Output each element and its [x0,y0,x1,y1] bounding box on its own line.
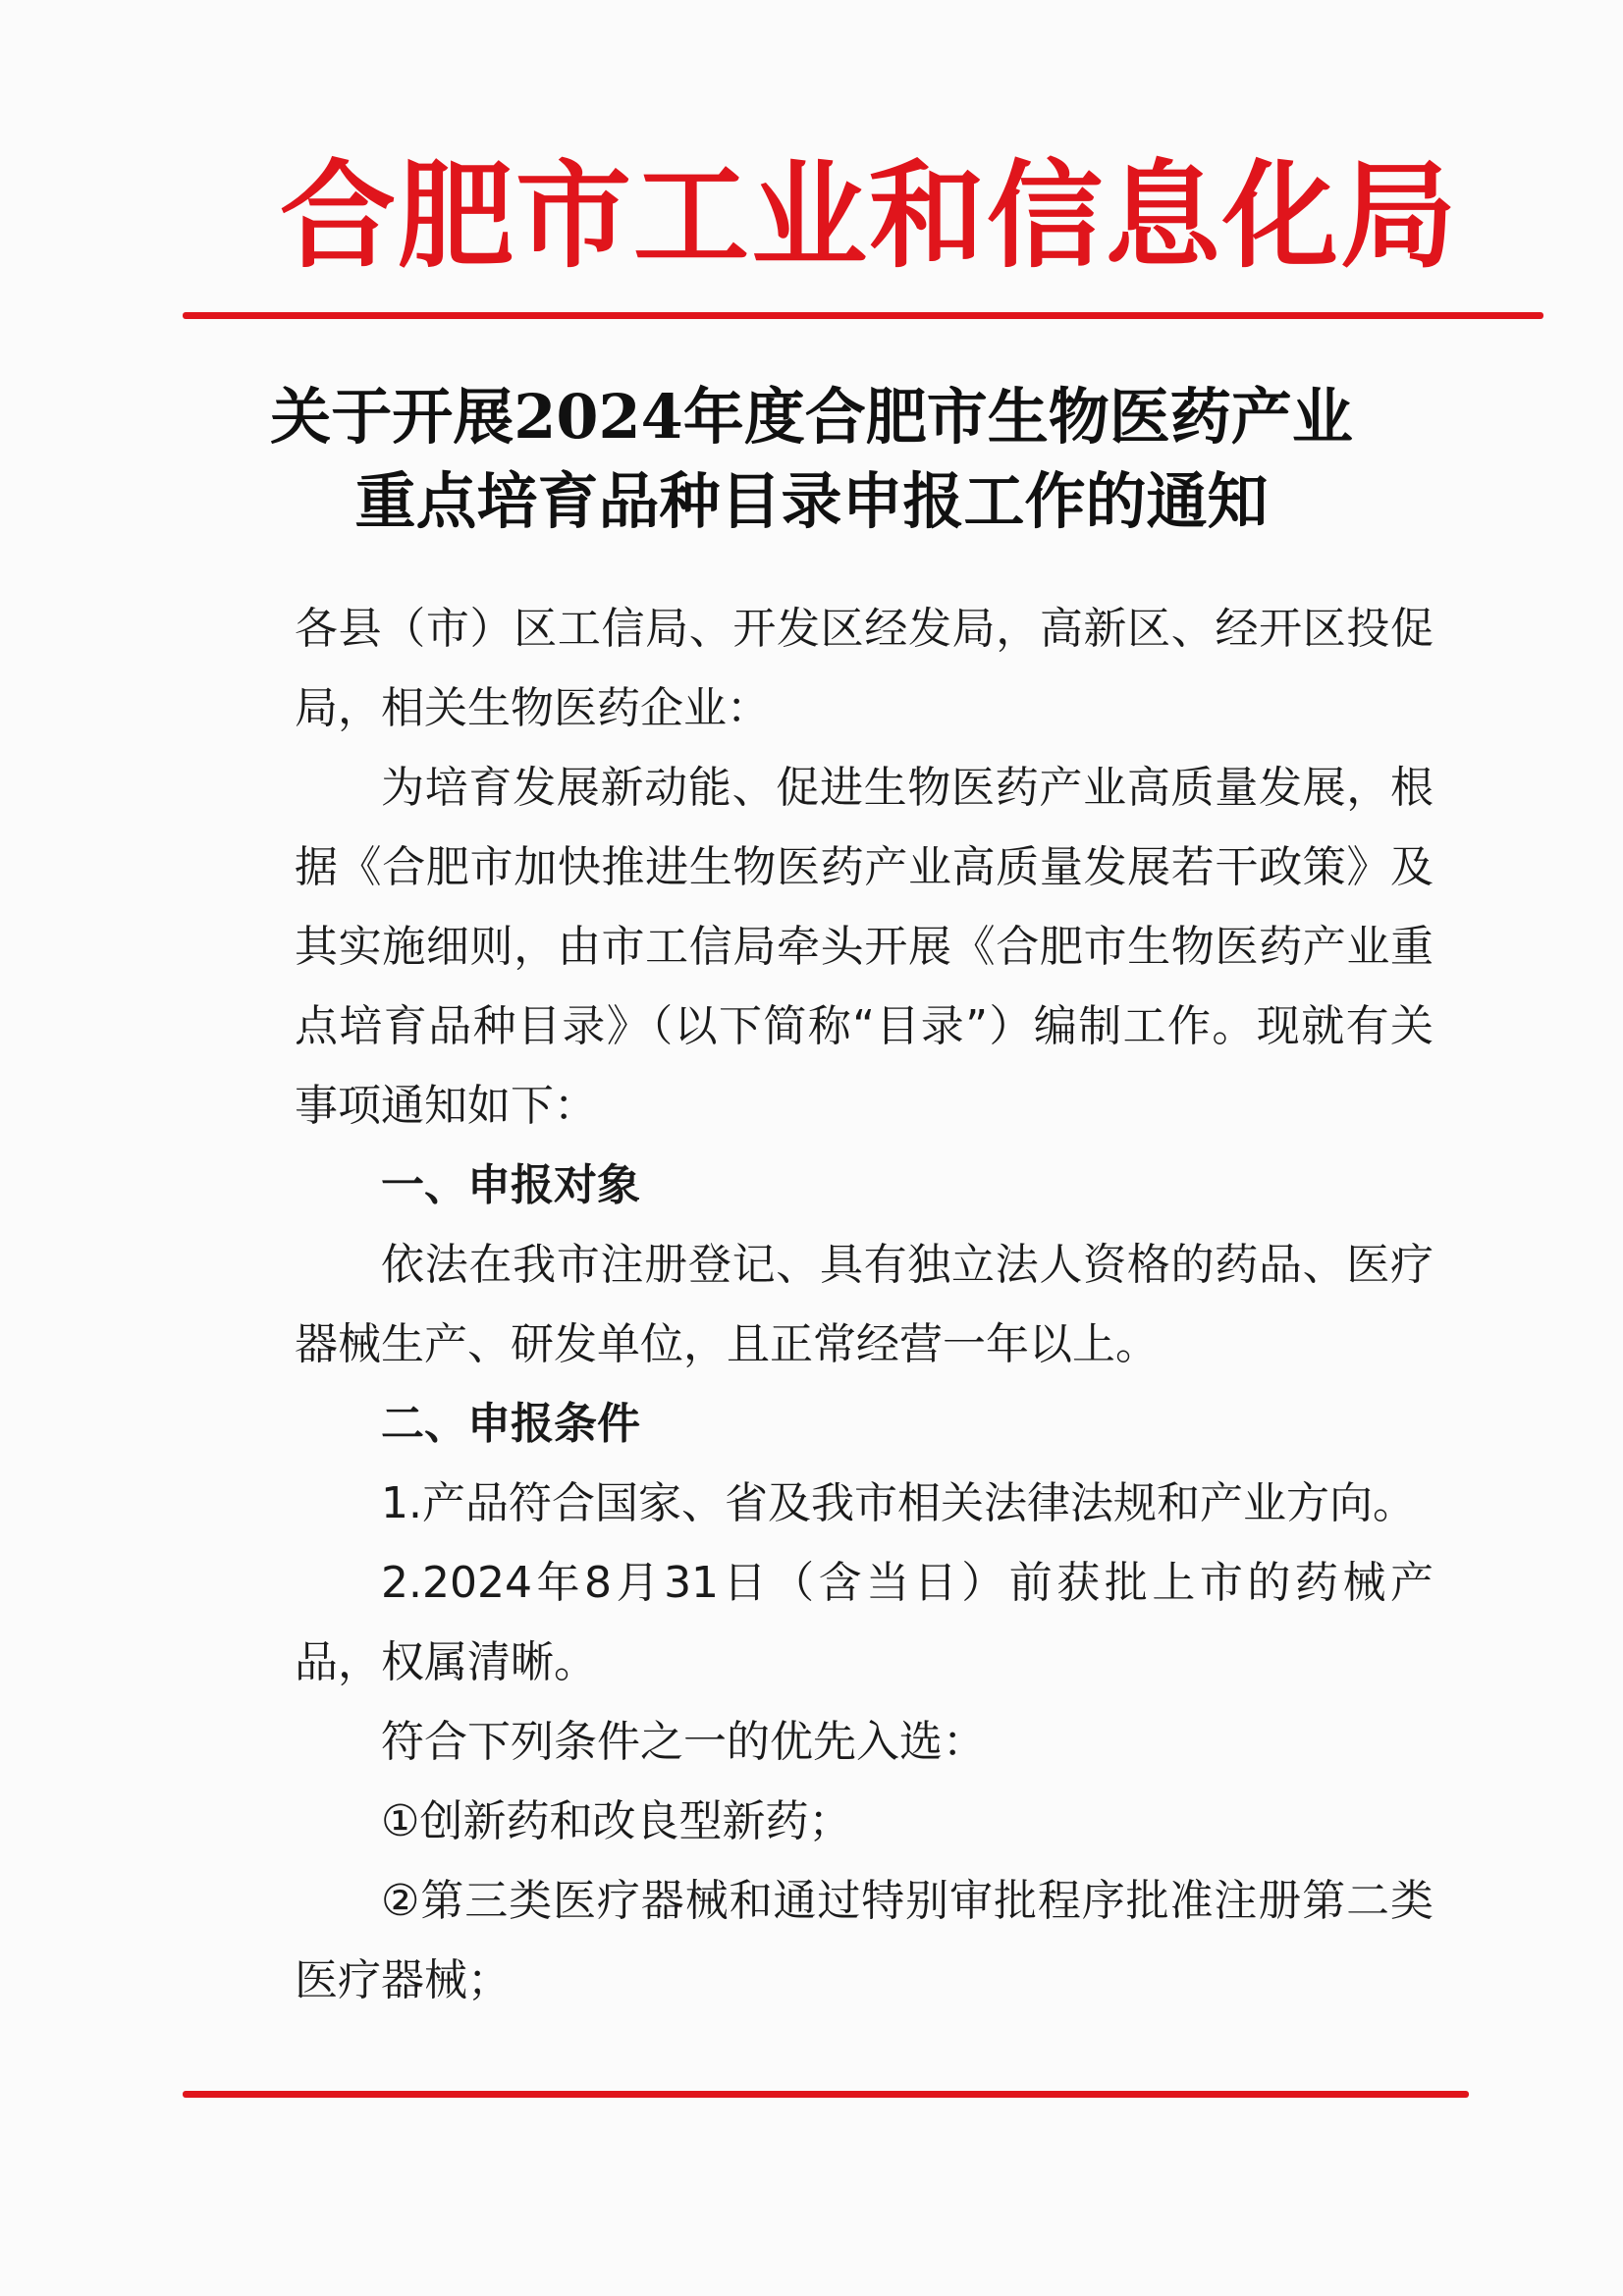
section-1-text: 依法在我市注册登记、具有独立法人资格的药品、医疗器械生产、研发单位，且正常经营一年以上。 [295,1240,1434,1369]
section-1-heading: 一、申报对象 [381,1160,640,1210]
priority-item-1: ①创新药和改良型新药； [381,1796,852,1846]
section-2-heading: 二、申报条件 [381,1399,640,1449]
title-line-2: 重点培育品种目录申报工作的通知 [354,465,1269,537]
notice-title [196,375,1427,544]
notice-body [295,589,1434,2020]
issuing-authority-masthead: 合肥市工业和信息化局 [279,147,1458,284]
intro-paragraph: 为培育发展新动能、促进生物医药产业高质量发展，根据《合肥市加快推进生物医药产业高质量发展若干政策》及其实施细则，由市工信局牵头开展《合肥市生物医药产业重点培育品种目录》（以下简称“目录”）编制工作。现就有关事项通知如下： [295,763,1434,1131]
condition-item-2: 2.2024年8月31日（含当日）前获批上市的药械产品，权属清晰。 [295,1558,1434,1687]
salutation: 各县（市）区工信局、开发区经发局，高新区、经开区投促局，相关生物医药企业： [295,604,1434,733]
masthead-red-rule [183,312,1543,319]
condition-item-1: 1.产品符合国家、省及我市相关法律法规和产业方向。 [381,1478,1416,1528]
title-line-1: 关于开展2024年度合肥市生物医药产业 [270,381,1353,453]
priority-item-2: ②第三类医疗器械和通过特别审批程序批准注册第二类医疗器械； [295,1876,1434,2005]
priority-intro: 符合下列条件之一的优先入选： [381,1717,986,1767]
footer-red-rule [183,2091,1469,2098]
